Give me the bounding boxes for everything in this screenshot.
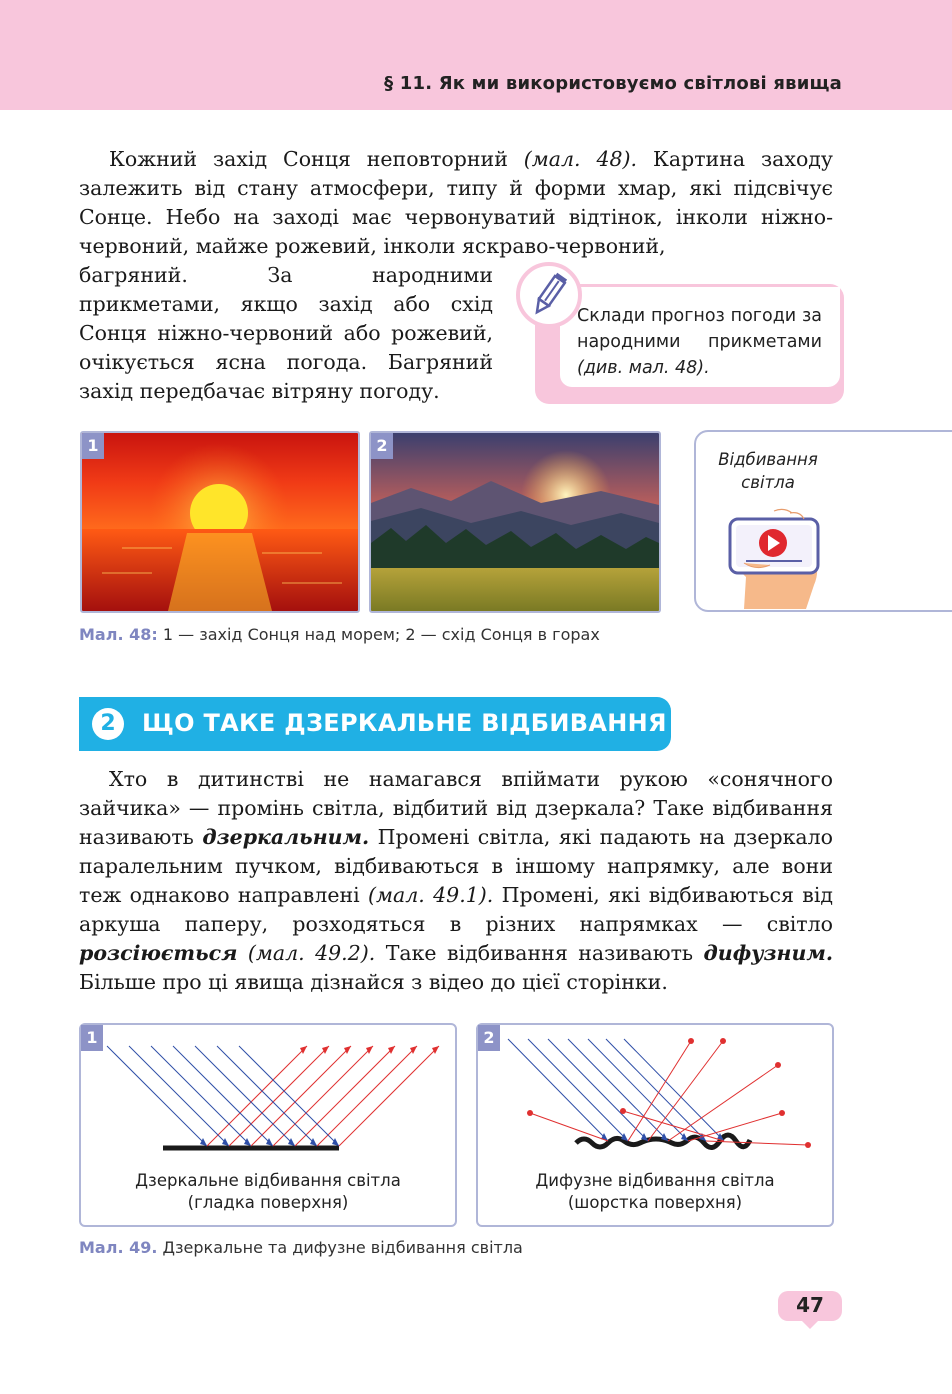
diagram-1-caption-line1: Дзеркальне відбивання світла [135, 1171, 401, 1190]
incident-arrowhead [288, 1138, 295, 1146]
incident-ray [528, 1039, 628, 1141]
figure-48-caption [79, 625, 600, 644]
incident-arrowhead [332, 1138, 339, 1146]
scattered-arrowhead [775, 1062, 781, 1068]
figure-48-label: Мал. 48: [79, 625, 158, 644]
diagram-badge-1: 1 [81, 1025, 103, 1051]
intro-text-2: Картина заходу залежить від стану атмосфери, типу й форми хмар, які підсвічує Сонце. Небо на заході має червонуватий відтінок, інколи ніжно-червоний, майже рожевий, інколи яскраво-червоний, [79, 147, 833, 258]
section-number: 2 [92, 708, 124, 740]
body-text-3: Промені, які відбиваються від аркуша паперу, розходяться в різних напрямках — світло [79, 883, 834, 936]
specular-reflection-diagram [81, 1025, 455, 1165]
page-number: 47 [796, 1293, 824, 1317]
scattered-arrowhead [720, 1038, 726, 1044]
reflected-ray [273, 1046, 373, 1146]
term-diffuse: дифузним. [703, 941, 834, 965]
incident-arrowhead [222, 1138, 229, 1146]
figure-49-text: Дзеркальне та дифузне відбивання світла [157, 1238, 523, 1257]
figure-ref-48: (мал. 48). [523, 147, 638, 171]
tip-text-main: Склади прогноз погоди за народними прикметами [577, 306, 822, 352]
incident-ray [239, 1046, 339, 1146]
incident-ray [508, 1039, 608, 1141]
reflected-arrowhead [322, 1046, 329, 1054]
body-paragraph [79, 765, 833, 997]
reflected-ray [339, 1046, 439, 1146]
scattered-arrowhead [779, 1110, 785, 1116]
incident-arrowhead [681, 1133, 688, 1141]
photo-badge-2: 2 [371, 433, 393, 459]
figure-ref-49-2: (мал. 49.2). [237, 941, 376, 965]
diagram-1-caption-line2: (гладка поверхня) [187, 1193, 349, 1212]
incident-arrowhead [244, 1138, 251, 1146]
body-text-2: Промені світла, які падають на дзеркало паралельним пучком, відбиваються в іншому напрямку, але вони теж однаково направлені [79, 825, 833, 907]
figure-49-caption [79, 1238, 523, 1257]
diagram-1-caption [81, 1170, 455, 1214]
pencil-icon [520, 266, 578, 324]
intro-text-3: багряний. За народними прикметами, якщо захід або схід Сонця ніжно-червоний або рожевий, очікується ясна погода. Багряний захід передбачає вітряну погоду. [79, 263, 493, 403]
figure-48-text: 1 — захід Сонця над морем; 2 — схід Сонця в горах [157, 625, 600, 644]
sunrise-mountains-image [371, 433, 659, 611]
incident-ray [151, 1046, 251, 1146]
incident-ray [195, 1046, 295, 1146]
body-text-4: Таке відбивання називають [375, 941, 704, 965]
reflected-arrowhead [410, 1046, 417, 1054]
incident-ray [129, 1046, 229, 1146]
reflected-arrowhead [388, 1046, 395, 1054]
section-title: ЩО ТАКЕ ДЗЕРКАЛЬНЕ ВІДБИВАННЯ [142, 709, 667, 737]
photo-sunrise-mountains [369, 431, 661, 613]
incident-ray [217, 1046, 317, 1146]
video-label: Відбивання світла [718, 450, 818, 492]
sunset-sea-image [82, 433, 358, 611]
diagram-2-caption-line2: (шорстка поверхня) [567, 1193, 743, 1212]
scattered-arrowhead [620, 1108, 626, 1114]
diagram-specular [79, 1023, 457, 1227]
scattered-arrowhead [688, 1038, 694, 1044]
intro-paragraph [79, 145, 833, 261]
reflected-arrowhead [300, 1046, 307, 1054]
body-text-5: Більше про ці явища дізнайся з відео до цієї сторінки. [79, 970, 668, 994]
diagram-2-caption-line1: Дифузне відбивання світла [535, 1171, 775, 1190]
page-number-tail [800, 1319, 820, 1331]
diagram-badge-2: 2 [478, 1025, 500, 1051]
incident-ray [107, 1046, 207, 1146]
reflected-ray [229, 1046, 329, 1146]
reflected-ray [207, 1046, 307, 1146]
intro-text-1: Кожний захід Сонця неповторний [109, 147, 524, 171]
diagram-2-caption [478, 1170, 832, 1214]
reflected-arrowhead [344, 1046, 351, 1054]
pencil-icon-circle [516, 262, 582, 328]
incident-ray [173, 1046, 273, 1146]
diffuse-reflection-diagram [478, 1025, 832, 1165]
term-specular: дзеркальним. [202, 825, 370, 849]
body-text-1: Хто в дитинстві не намагався впіймати рукою «сонячного зайчика» — промінь світла, відбитий від дзеркала? Таке відбивання називають [79, 767, 833, 849]
tip-figure-ref: (див. мал. 48). [577, 358, 710, 378]
intro-paragraph-wrap [79, 261, 493, 406]
photo-sunset-sea [80, 431, 360, 613]
incident-arrowhead [200, 1138, 207, 1146]
reflected-ray [317, 1046, 417, 1146]
reflected-ray [251, 1046, 351, 1146]
figure-49-label: Мал. 49. [79, 1238, 158, 1257]
chapter-title: § 11. Як ми використовуємо світлові явища [384, 73, 842, 94]
diagram-diffuse [476, 1023, 834, 1227]
tip-text [577, 303, 822, 381]
scattered-arrowhead [527, 1110, 533, 1116]
reflected-arrowhead [366, 1046, 373, 1054]
term-scattering: розсіюється [79, 941, 238, 965]
scattered-arrowhead [805, 1142, 811, 1148]
photo-badge-1: 1 [82, 433, 104, 459]
figure-ref-49-1: (мал. 49.1). [368, 883, 494, 907]
incident-arrowhead [310, 1138, 317, 1146]
hand-phone-icon[interactable] [722, 505, 832, 609]
reflected-ray [295, 1046, 395, 1146]
incident-ray [568, 1039, 668, 1141]
incident-arrowhead [266, 1138, 273, 1146]
scattered-ray [530, 1113, 608, 1141]
incident-ray [548, 1039, 648, 1141]
reflected-arrowhead [432, 1046, 439, 1054]
